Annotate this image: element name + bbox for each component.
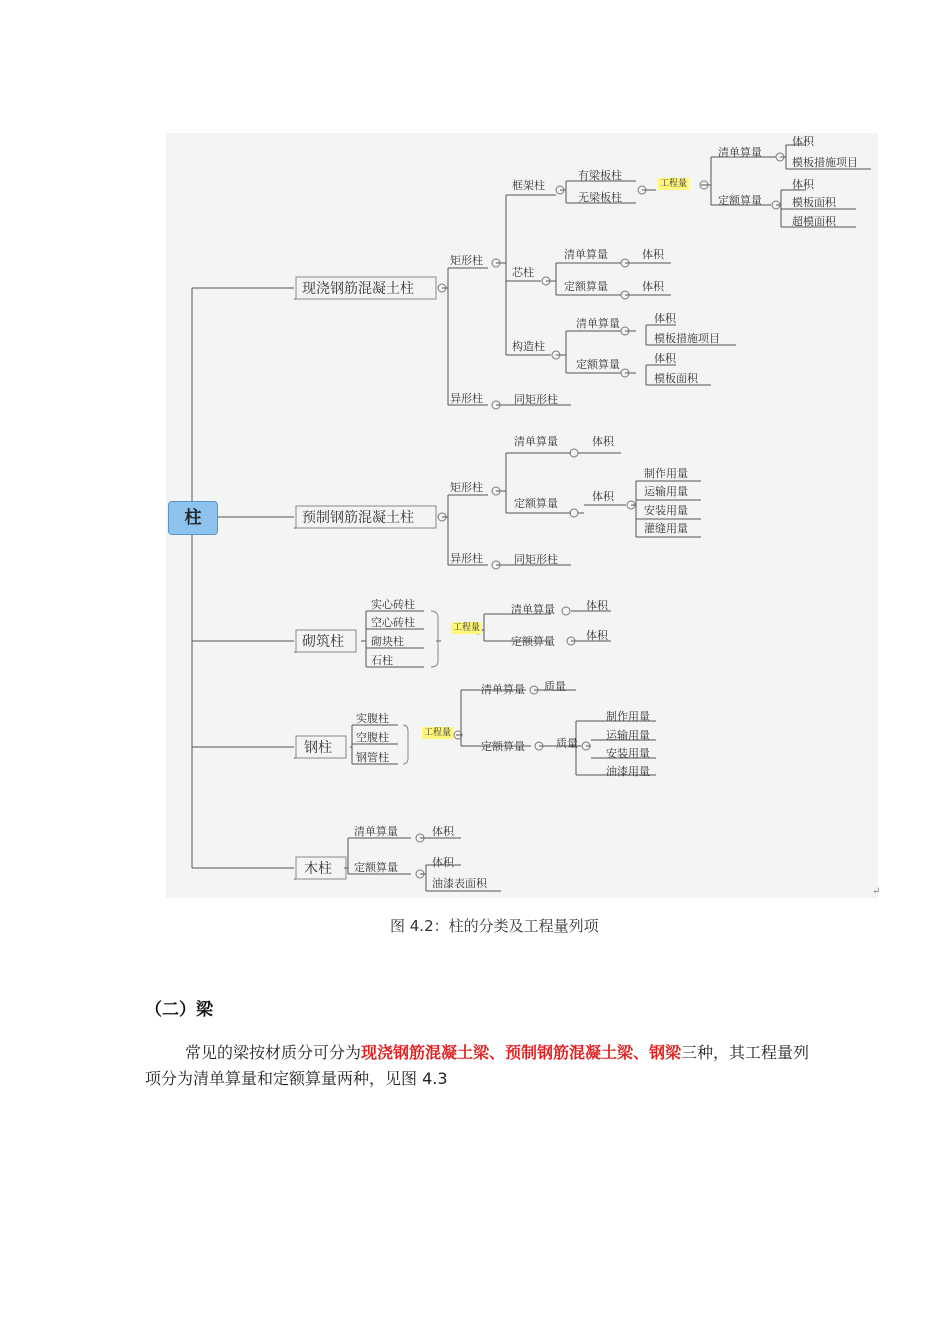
node-make-2: 制作用量 [606, 710, 650, 723]
node-hollow-brick: 空心砖柱 [371, 616, 415, 629]
node-make-1: 制作用量 [644, 467, 688, 480]
node-transport-2: 运输用量 [606, 729, 650, 742]
node-stone: 石柱 [371, 654, 393, 667]
node-formwork-area-2: 模板面积 [654, 372, 698, 385]
node-volume-8: 体积 [592, 490, 614, 503]
node-bill-6: 清单算量 [481, 683, 525, 696]
node-grout: 灌缝用量 [644, 522, 688, 535]
node-volume-1: 体积 [792, 135, 814, 148]
node-quota-6: 定额算量 [481, 740, 525, 753]
node-volume-9: 体积 [586, 599, 608, 612]
node-quota-7: 定额算量 [354, 861, 398, 874]
node-super-formwork: 超模面积 [792, 215, 836, 228]
branch-cast: 现浇钢筋混凝土柱 [302, 281, 414, 297]
node-quantity-2: 工程量 [453, 623, 481, 633]
node-quota-5: 定额算量 [511, 635, 555, 648]
node-no-beam-slab: 无梁板柱 [578, 191, 622, 204]
branch-masonry: 砌筑柱 [302, 634, 344, 650]
node-core: 芯柱 [512, 266, 534, 279]
node-mass-1: 质量 [544, 680, 566, 693]
branch-wood: 木柱 [304, 861, 332, 877]
node-paint: 油漆用量 [606, 765, 650, 778]
node-bill-3: 清单算量 [576, 317, 620, 330]
node-special: 异形柱 [450, 392, 483, 405]
node-quantity-1: 工程量 [660, 179, 688, 189]
node-solid-brick: 实心砖柱 [371, 598, 415, 611]
node-install-1: 安装用量 [644, 504, 688, 517]
branch-steel: 钢柱 [304, 740, 332, 756]
node-volume-10: 体积 [586, 629, 608, 642]
node-special-2: 异形柱 [450, 552, 483, 565]
root-node: 柱 [168, 501, 218, 535]
node-beam-slab: 有梁板柱 [578, 169, 622, 182]
node-formwork-item-1: 模板措施项目 [792, 156, 858, 169]
node-same-rect: 同矩形柱 [514, 393, 558, 406]
node-bill-7: 清单算量 [354, 825, 398, 838]
node-volume-12: 体积 [432, 856, 454, 869]
node-rect-2: 矩形柱 [450, 481, 483, 494]
node-block: 砌块柱 [371, 635, 404, 648]
para-end: 三种，其工程量列项分为清单算量和定额算量两种，见图 4.3 [145, 1043, 810, 1088]
section-heading: （二）梁 [145, 1000, 213, 1020]
diagram-connectors [166, 133, 881, 898]
node-volume-4: 体积 [642, 280, 664, 293]
classification-diagram [166, 133, 881, 898]
para-start: 常见的梁按材质分可分为 [185, 1043, 362, 1062]
node-volume-7: 体积 [592, 435, 614, 448]
node-quota-2: 定额算量 [564, 280, 608, 293]
node-install-2: 安装用量 [606, 747, 650, 760]
node-volume-11: 体积 [432, 825, 454, 838]
node-volume-2: 体积 [792, 178, 814, 191]
node-same-rect-2: 同矩形柱 [514, 553, 558, 566]
node-quantity-3: 工程量 [424, 728, 452, 738]
node-mass-2: 质量 [556, 737, 578, 750]
node-frame: 框架柱 [512, 179, 545, 192]
figure-caption: 图 4.2：柱的分类及工程量列项 [390, 917, 599, 935]
return-mark-1: ↵ [872, 886, 881, 897]
node-formwork-item-2: 模板措施项目 [654, 332, 720, 345]
node-bill-5: 清单算量 [511, 603, 555, 616]
node-volume-3: 体积 [642, 248, 664, 261]
node-transport-1: 运输用量 [644, 485, 688, 498]
node-rect: 矩形柱 [450, 254, 483, 267]
para-highlight: 现浇钢筋混凝土梁、预制钢筋混凝土梁、钢梁 [361, 1043, 682, 1062]
node-structural: 构造柱 [512, 340, 545, 353]
node-bill-2: 清单算量 [564, 248, 608, 261]
node-formwork-area-1: 模板面积 [792, 196, 836, 209]
node-steel-tube: 钢管柱 [356, 751, 389, 764]
node-paint-area: 油漆表面积 [432, 877, 487, 890]
branch-precast: 预制钢筋混凝土柱 [302, 510, 414, 526]
node-quota-4: 定额算量 [514, 497, 558, 510]
node-hollow-web: 空腹柱 [356, 731, 389, 744]
node-bill-4: 清单算量 [514, 435, 558, 448]
node-volume-6: 体积 [654, 352, 676, 365]
node-volume-5: 体积 [654, 312, 676, 325]
section-paragraph [145, 1040, 825, 1092]
node-bill-1: 清单算量 [718, 146, 762, 159]
node-solid-web: 实腹柱 [356, 712, 389, 725]
node-quota-1: 定额算量 [718, 194, 762, 207]
node-quota-3: 定额算量 [576, 358, 620, 371]
